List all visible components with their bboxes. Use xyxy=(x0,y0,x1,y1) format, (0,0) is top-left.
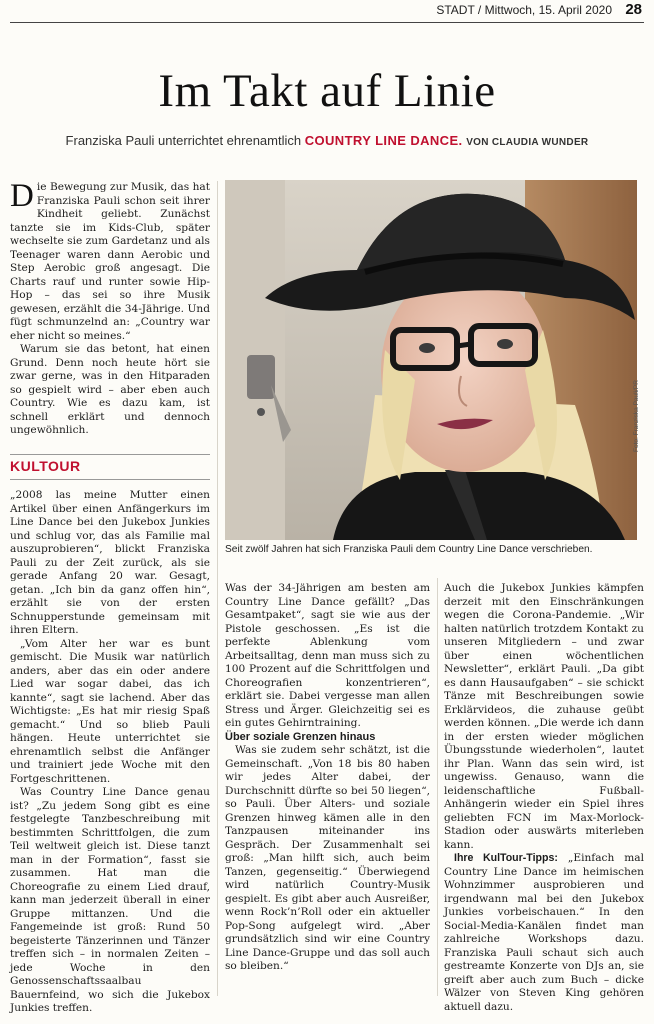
subheading: Über soziale Grenzen hinaus xyxy=(225,730,376,743)
kultour-tipps-text: „Einfach mal Country Line Dance im heimischen Wohnzimmer ausprobieren und irgendwann mal bei den Jukebox Junkies vorbeischauen.“ In den Social-Media-Kanälen findet man zahlreiche Workshops dazu. Franziska Pauli schaut sich auch gestreamte Konzerte von DJs an, sie greift aber auch zum Buch – dicke Wälzer von Steven King gehören aktuell dazu. xyxy=(444,852,644,1013)
column-divider xyxy=(437,578,438,996)
intro-paragraph-2: Warum sie das betont, hat einen Grund. Denn noch heute hört sie zwar gerne, was in den Hitparaden so gespielt wird – aber eben auch Country. Wie es dazu kam, ist schnell erklärt und dennoch ungewöhnlich. xyxy=(10,343,210,436)
header-rule xyxy=(10,22,644,23)
portrait-photo xyxy=(225,180,637,540)
subline-topic: COUNTRY LINE DANCE. xyxy=(304,133,463,148)
photo-caption: Seit zwölf Jahren hat sich Franziska Pauli dem Country Line Dance verschrieben. xyxy=(225,544,593,555)
column-1-paragraph-3: Was Country Line Dance genau ist? „Zu jedem Song gibt es eine festgelegte Tanzbeschreibung mit bestimmten Schrittfolgen, die zum Teil weltweit gleich ist. Diese tanzt man in der Formation“, fasst sie zusammen. Hat man die Choreografie zu einem Lied drauf, kann man jederzeit überall in einer Gruppe mittanzen. Und die Fangemeinde ist groß: Rund 50 begeisterte Tänzerinnen und Tänzer treffen sich – in normalen Zeiten – jede Woche in den Genossenschaftssaalbau Bauernfeind, wo sich die Jukebox Junkies treffen. xyxy=(10,786,210,1014)
kultour-label: KULTOUR xyxy=(10,458,81,474)
column-3-paragraph-1: Auch die Jukebox Junkies kämpfen derzeit mit den Einschränkungen wegen die Corona-Pandemie. „Wir halten natürlich trotzdem Kontakt zu unseren Mitgliedern – und zwar über einen wöchentlichen Newsletter“, erklärt Pauli. „Da gibt es dann Hausaufgaben“ – sie schickt Tänze mit Beschreibungen sowie Erklärvideos, die zuhause geübt werden können. „Die werde ich dann in der ersten wieder möglichen Übungsstunde wiederholen“, lautet ihr Plan. Wann das sein wird, ist ungewiss. Genauso, wann die leidenschaftliche Fußball-Anhängerin wieder ein Spiel ihres geliebten FCN im Max-Morlock-Stadion oder auswärts miterleben kann. xyxy=(444,582,644,851)
subline-lead: Franziska Pauli unterrichtet ehrenamtlich xyxy=(65,133,305,148)
column-3 xyxy=(444,582,644,1014)
column-divider xyxy=(217,181,218,996)
portrait-illustration xyxy=(225,180,637,540)
column-2 xyxy=(225,582,430,974)
divider xyxy=(10,454,210,455)
intro-column xyxy=(10,178,210,438)
intro-paragraph-1 xyxy=(10,178,210,343)
headline: Im Takt auf Linie xyxy=(158,65,496,117)
byline: VON CLAUDIA WUNDER xyxy=(466,137,589,148)
intro-text-1: ie Bewegung zur Musik, das hat Franziska Pauli schon seit ihrer Kindheit geliebt. Zunächst tanzte sie im Kids-Club, später wechselte sie zum Gardetanz und als Teenager waren dann Aerobic und Step Aerobic groß angesagt. Die Charts rauf und runter sowie Hip-Hop – das sei so ihre Musik gewesen, erzählt die 34-Jährige. Und fügt schmunzelnd an: „Country war eher nicht so meines.“ xyxy=(10,181,210,342)
page-header xyxy=(0,0,654,24)
drop-cap: D xyxy=(10,178,34,214)
column-2-paragraph-2: Was sie zudem sehr schätzt, ist die Gemeinschaft. „Von 18 bis 80 haben wir jedes Alter dabei, der Durchschnitt dürfte so bei 50 liegen“, so Pauli. Über Alters- und soziale Grenzen hinweg kämen alle in den Tanzpausen miteinander ins Gespräch. Der Zusammenhalt sei groß: „Man hilft sich, auch beim Tanzen, gegenseitig.“ Überwiegend wird natürlich Country-Musik gespielt. Es gibt aber auch Ausreißer, wenn Rock’n’Roll oder ein aktueller Pop-Song aufgelegt wird. „Aber grundsätzlich sind wir eine Country Line Dance-Gruppe und das soll auch so bleiben.“ xyxy=(225,744,430,972)
subline xyxy=(0,133,654,148)
divider xyxy=(10,479,210,480)
kultour-tipps-label: Ihre KulTour-Tipps: xyxy=(454,852,558,864)
column-1 xyxy=(10,489,210,1016)
photo-credit: Foto: Franziska Pauli/PR xyxy=(633,380,640,452)
column-2-paragraph-1: Was der 34-Jährigen am besten am Country Line Dance gefällt? „Das Gesamtpaket“, sagt sie wie aus der Pistole geschossen. „Es ist die perfekte Ablenkung vom Arbeitsalltag, denn man muss sich zu 100 Prozent auf die Schrittfolgen und Choreografien konzentrieren“, erklärt sie. Dabei vergesse man allen Stress und Ärger. Gleichzeitig sei es ein gutes Gehirntraining. xyxy=(225,582,430,729)
page-number: 28 xyxy=(625,1,642,18)
kultour-tipps-paragraph xyxy=(444,852,644,1014)
column-1-paragraph-1: „2008 las meine Mutter einen Artikel über einen Anfängerkurs im Line Dance bei den Jukebox Junkies und schlug vor, das als Familie mal auszuprobieren“, blickt Franziska Pauli zu der Zeit zurück, als sie gerade Anfang 20 war. Gesagt, getan. „Ich bin da ganz offen hin“, erzählt sie von der ersten Schnupperstunde gemeinsam mit ihren Eltern. xyxy=(10,489,210,636)
section-date: STADT / Mittwoch, 15. April 2020 xyxy=(436,3,612,17)
column-1-paragraph-2: „Vom Alter her war es bunt gemischt. Die Musik war natürlich anders, aber das ein oder andere Lied war sogar dabei, das ich kannte“, sagt sie lachend. Aber das Wichtigste: „Es hat mir riesig Spaß gemacht.“ Und so blieb Pauli hängen. Heute unterrichtet sie ehrenamtlich selbst die Anfänger und trainiert jede Woche mit den Fortgeschrittenen. xyxy=(10,637,210,785)
